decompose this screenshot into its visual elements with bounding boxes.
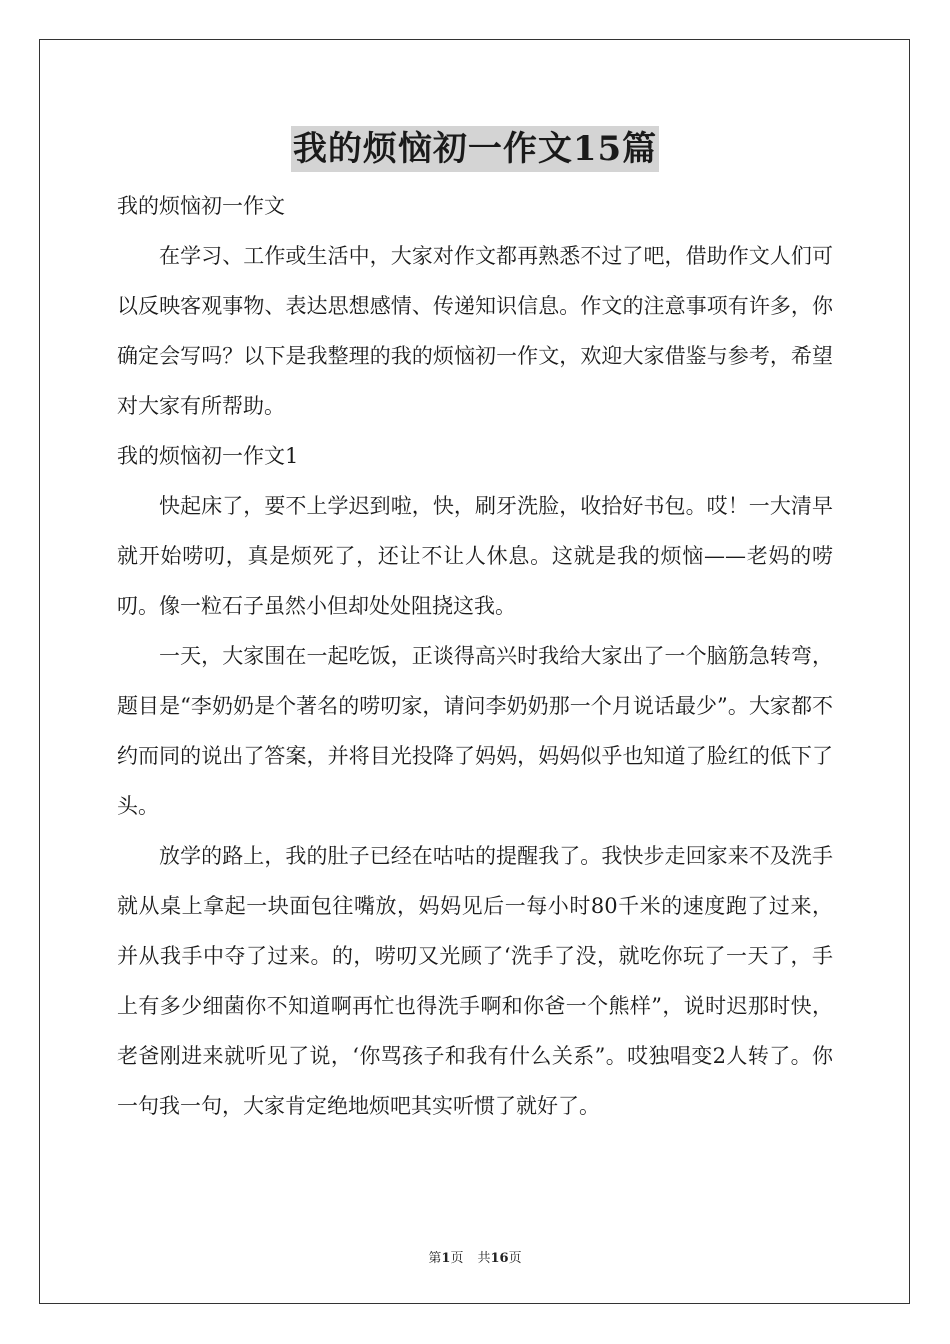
page-prefix: 第 [428, 1251, 442, 1266]
body-paragraph-3: 放学的路上，我的肚子已经在咕咕的提醒我了。我快步走回家来不及洗手就从桌上拿起一块面包往嘴放，妈妈见后一每小时80千米的速度跑了过来，并从我手中夺了过来。的，唠叨又光顾了‘洗手了没，就吃你玩了一天了，手上有多少细菌你不知道啊再忙也得洗手啊和你爸一个熊样”，说时迟那时快，老爸刚进来就听见了说，‘你骂孩子和我有什么关系”。哎独唱变2人转了。你一句我一句，大家肯定绝地烦吧其实听惯了就好了。 [117, 844, 833, 1118]
total-pages: 16 [490, 1251, 509, 1266]
body-paragraph-2: 一天，大家围在一起吃饭，正谈得高兴时我给大家出了一个脑筋急转弯，题目是“李奶奶是个著名的唠叨家，请问李奶奶那一个月说话最少”。大家都不约而同的说出了答案，并将目光投降了妈妈，妈妈似乎也知道了脸红的低下了头。 [117, 644, 833, 818]
intro-paragraph: 在学习、工作或生活中，大家对作文都再熟悉不过了吧，借助作文人们可以反映客观事物、表达思想感情、传递知识信息。作文的注意事项有许多，你确定会写吗？以下是我整理的我的烦恼初一作文，欢迎大家借鉴与参考，希望对大家有所帮助。 [117, 244, 833, 418]
title-container [0, 126, 950, 172]
page-footer [0, 1247, 950, 1266]
page-number: 1 [441, 1251, 451, 1266]
document-body [117, 181, 833, 1131]
document-title: 我的烦恼初一作文15篇 [291, 126, 659, 172]
total-prefix: 共 [477, 1251, 491, 1266]
subtitle: 我的烦恼初一作文 [117, 194, 285, 218]
page-suffix: 页 [450, 1251, 464, 1266]
body-paragraph-1: 快起床了，要不上学迟到啦，快，刷牙洗脸，收拾好书包。哎！一大清早就开始唠叨，真是烦死了，还让不让人休息。这就是我的烦恼——老妈的唠叨。像一粒石子虽然小但却处处阻挠这我。 [117, 494, 833, 618]
section-heading: 我的烦恼初一作文1 [117, 444, 299, 468]
total-suffix: 页 [508, 1251, 522, 1266]
